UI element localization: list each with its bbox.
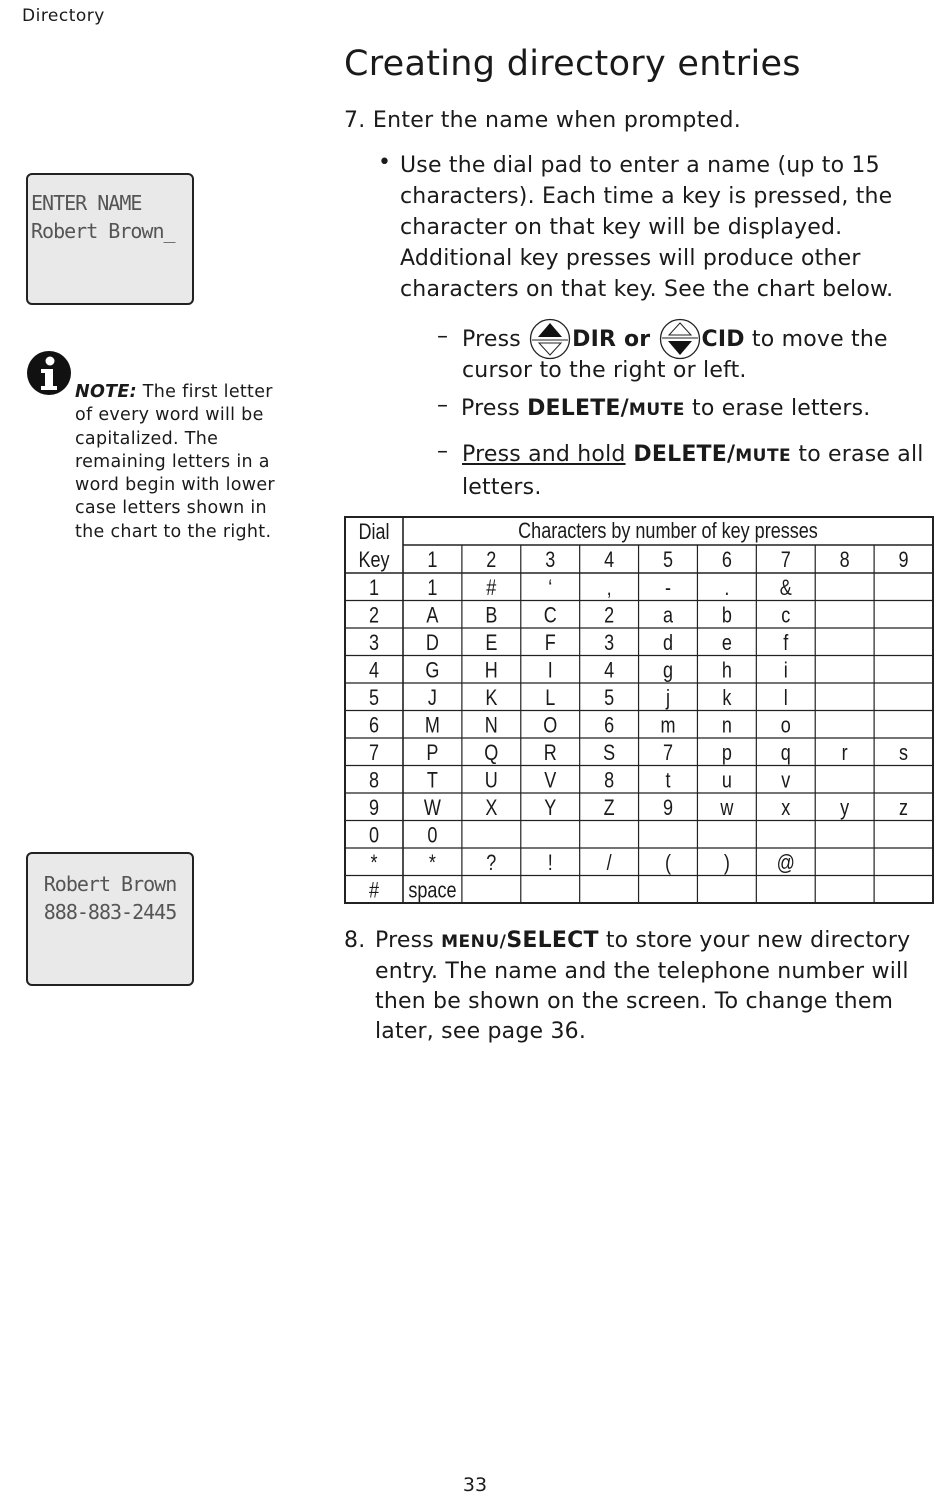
cell-character: 4 xyxy=(604,658,615,683)
delete-label: DELETE/ xyxy=(625,442,736,467)
column-label: 4 xyxy=(604,548,615,573)
cell-character: @ xyxy=(776,851,795,876)
lcd-line: 888-883-2445 xyxy=(43,900,177,924)
cell-character: * xyxy=(428,851,436,876)
cell-character: G xyxy=(425,658,440,683)
cell-character: & xyxy=(779,576,792,601)
cid-down-arrow-icon xyxy=(659,318,701,360)
cell-character: C xyxy=(543,603,557,628)
cid-label: CID xyxy=(701,327,745,352)
cell-character: W xyxy=(423,796,441,821)
column-label: 6 xyxy=(721,548,732,573)
lcd-screen-stored xyxy=(26,852,194,986)
cell-character: 7 xyxy=(662,741,674,766)
cell-character: 6 xyxy=(604,713,615,738)
sub-rest: to erase all letters. xyxy=(462,442,924,500)
bullet-dot: • xyxy=(378,150,391,175)
note-label: NOTE: xyxy=(75,382,137,402)
page-title: Creating directory entries xyxy=(344,44,801,84)
column-label: 1 xyxy=(427,548,438,573)
cell-character: 8 xyxy=(604,768,615,793)
cell-character: c xyxy=(781,603,791,628)
cell-character: B xyxy=(485,603,498,628)
cell-character: j xyxy=(665,686,671,711)
cell-character: N xyxy=(484,713,498,738)
cell-character: f xyxy=(783,631,789,656)
cell-character: y xyxy=(840,796,850,821)
column-label: 5 xyxy=(662,548,674,573)
sub-rest: to erase letters. xyxy=(684,396,871,421)
dial-key-label: 5 xyxy=(368,686,380,711)
cell-character: Y xyxy=(544,796,557,821)
cell-character: space xyxy=(408,878,457,903)
step-7-bullet: Use the dial pad to enter a name (up to 15 characters). Each time a key is pressed, the character on that key will be displayed. Additional key presses will produce other characters on that key. See the chart below. xyxy=(400,153,894,302)
cell-character: n xyxy=(721,713,732,738)
cell-character: L xyxy=(545,686,556,711)
character-chart xyxy=(344,516,934,906)
dash: – xyxy=(437,439,448,464)
cell-character: # xyxy=(486,576,497,601)
info-icon xyxy=(26,350,72,396)
dial-key-label: * xyxy=(370,851,378,876)
dash: – xyxy=(437,393,448,418)
dial-key-label: 2 xyxy=(368,603,380,628)
cell-character: g xyxy=(662,658,674,683)
cell-character: U xyxy=(484,768,498,793)
cell-character: i xyxy=(783,658,788,683)
cell-character: 2 xyxy=(604,603,615,628)
note xyxy=(75,381,290,544)
dial-key-label: 7 xyxy=(368,741,380,766)
dial-key-label: 9 xyxy=(368,796,380,821)
lcd-line: Robert Brown xyxy=(43,872,177,896)
cell-character: z xyxy=(899,796,909,821)
cell-character: T xyxy=(426,768,438,793)
cell-character: u xyxy=(721,768,732,793)
cell-character: ! xyxy=(547,851,553,876)
cell-character: P xyxy=(426,741,439,766)
dial-key-label: 0 xyxy=(368,823,380,848)
dial-key-label: # xyxy=(368,878,380,903)
sub-press: Press xyxy=(462,327,521,352)
lcd-screen-entry xyxy=(26,173,194,305)
cell-character: / xyxy=(606,851,612,876)
dial-key-label: 1 xyxy=(368,576,380,601)
cell-character: d xyxy=(662,631,674,656)
cell-character: S xyxy=(603,741,616,766)
lcd-line: ENTER NAME xyxy=(31,191,142,215)
cell-character: h xyxy=(721,658,732,683)
row-header-label: Dial xyxy=(358,520,390,545)
cell-character: D xyxy=(425,631,439,656)
cell-character: M xyxy=(424,713,440,738)
column-label: 3 xyxy=(545,548,556,573)
cell-character: o xyxy=(780,713,791,738)
dial-key-label: 8 xyxy=(368,768,380,793)
step-7-title: 7. Enter the name when prompted. xyxy=(344,108,742,133)
cell-character: a xyxy=(662,603,674,628)
cell-character: ‘ xyxy=(548,576,553,601)
cell-character: l xyxy=(783,686,788,711)
step-8 xyxy=(344,926,944,1047)
column-label: 2 xyxy=(486,548,497,573)
dial-key-label: 3 xyxy=(368,631,380,656)
step-8-number: 8. xyxy=(344,928,366,953)
sub-item-erase-letters xyxy=(461,393,931,426)
cell-character: - xyxy=(664,576,672,601)
cell-character: t xyxy=(665,768,671,793)
note-text: The first letter of every word will be capitalized. The remaining letters in a word begin with lower case letters shown in the chart to the right. xyxy=(75,382,275,542)
cell-character: r xyxy=(841,741,848,766)
cell-character: , xyxy=(606,576,612,601)
dial-key-label: 4 xyxy=(368,658,380,683)
dial-key-label: 6 xyxy=(368,713,380,738)
cell-character: e xyxy=(721,631,732,656)
cell-character: ? xyxy=(486,851,497,876)
cell-character: v xyxy=(781,768,791,793)
cell-character: s xyxy=(899,741,909,766)
cell-character: V xyxy=(544,768,557,793)
page-number: 33 xyxy=(462,1474,488,1496)
cell-character: ( xyxy=(664,851,672,876)
press-and-hold-label: Press and hold xyxy=(462,442,626,467)
dir-label: DIR or xyxy=(572,327,651,352)
column-label: 7 xyxy=(780,548,791,573)
lcd-line: Robert Brown_ xyxy=(31,219,175,243)
cell-character: F xyxy=(544,631,556,656)
cell-character: 0 xyxy=(427,823,438,848)
sub-item-move-cursor xyxy=(462,324,932,386)
cell-character: b xyxy=(721,603,732,628)
cell-character: O xyxy=(543,713,558,738)
cell-character: X xyxy=(485,796,498,821)
section-label: Directory xyxy=(22,6,105,26)
cell-character: w xyxy=(720,796,734,821)
cell-character: 5 xyxy=(604,686,615,711)
cell-character: x xyxy=(781,796,791,821)
cell-character: H xyxy=(484,658,498,683)
cell-character: 9 xyxy=(662,796,674,821)
select-label: SELECT xyxy=(506,928,599,953)
cell-character: 3 xyxy=(604,631,615,656)
cell-character: A xyxy=(426,603,439,628)
cell-character: . xyxy=(724,576,730,601)
cell-character: 1 xyxy=(427,576,438,601)
cell-character: ) xyxy=(723,851,730,876)
column-label: 8 xyxy=(839,548,850,573)
cell-character: Q xyxy=(484,741,499,766)
cell-character: k xyxy=(722,686,732,711)
cell-character: K xyxy=(485,686,498,711)
sub-rest: to move the cursor to the right or left. xyxy=(462,327,888,383)
dash: – xyxy=(437,324,448,349)
sub-item-erase-all xyxy=(462,439,937,503)
sub-press: Press xyxy=(461,396,528,421)
cell-character: E xyxy=(485,631,498,656)
cell-character: J xyxy=(427,686,437,711)
step-8-press: Press xyxy=(375,928,442,953)
step-8-rest: to store your new directory entry. The name and the telephone number will then be shown on the screen. To change them later, see page 36. xyxy=(375,928,911,1044)
menu-label: MENU/ xyxy=(441,932,507,952)
cell-character: Z xyxy=(603,796,615,821)
dir-up-arrow-icon xyxy=(529,318,571,360)
mute-label: MUTE xyxy=(735,446,792,466)
mute-label: MUTE xyxy=(628,400,685,420)
cell-character: q xyxy=(780,741,791,766)
cell-character: R xyxy=(543,741,557,766)
chart-title: Characters by number of key presses xyxy=(518,519,818,544)
column-label: 9 xyxy=(898,548,909,573)
delete-label: DELETE/ xyxy=(527,396,629,421)
row-header-label: Key xyxy=(358,548,390,573)
cell-character: I xyxy=(547,658,553,683)
cell-character: p xyxy=(721,741,732,766)
cell-character: m xyxy=(660,713,676,738)
